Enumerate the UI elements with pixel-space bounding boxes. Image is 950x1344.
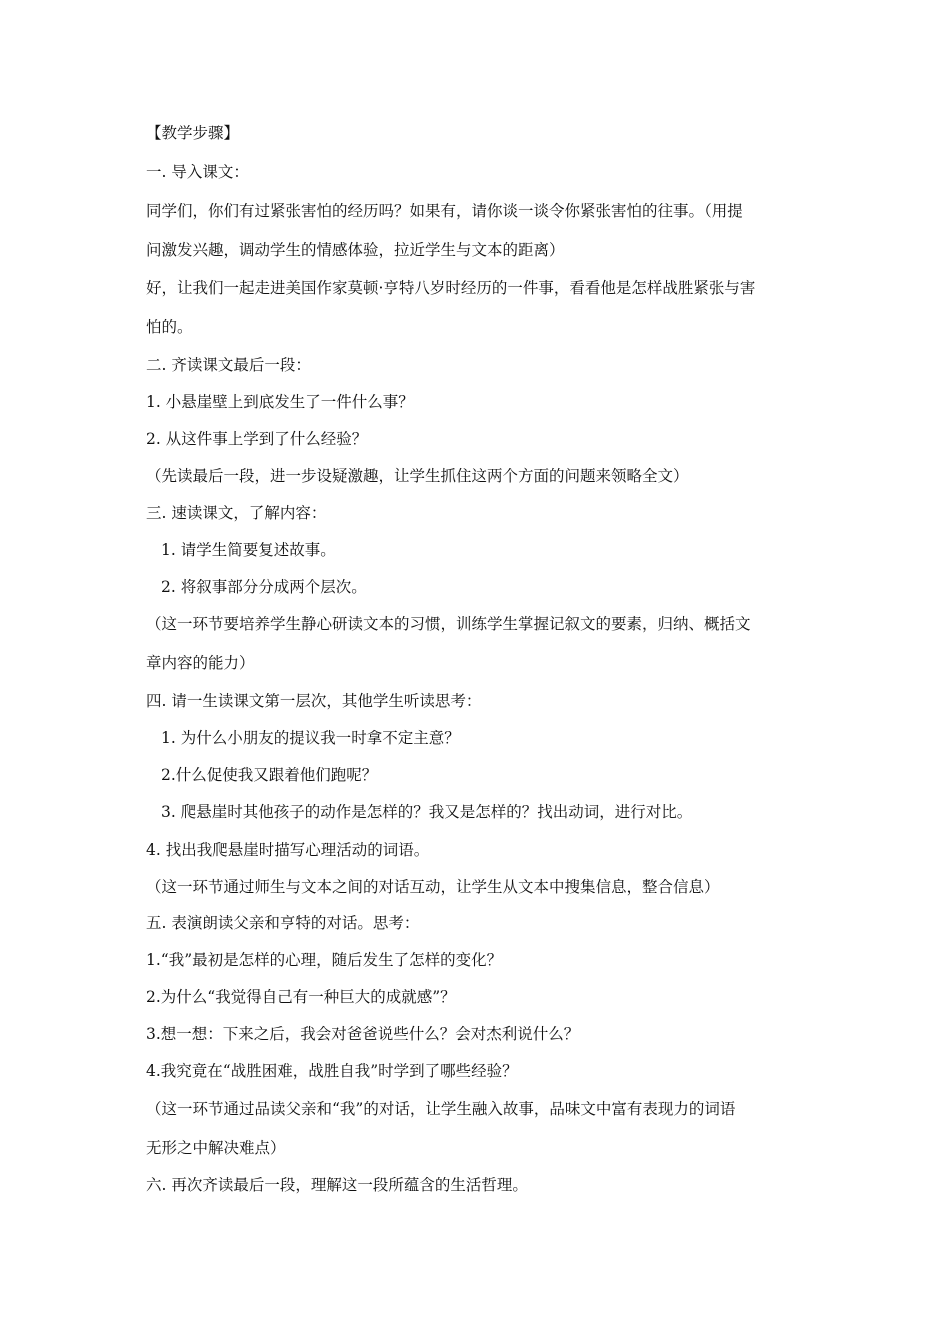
note-line: （这一环节要培养学生静心研读文本的习惯，训练学生掌握记叙文的要素，归纳、概括文 [146, 615, 751, 633]
list-item: 1.“我”最初是怎样的心理，随后发生了怎样的变化？ [146, 951, 503, 969]
list-item: 2.为什么“我觉得自己有一种巨大的成就感”？ [146, 988, 456, 1006]
list-item: 2. 将叙事部分分成两个层次。 [161, 578, 367, 596]
list-item: 2.什么促使我又跟着他们跑呢？ [161, 766, 378, 784]
step-heading-5: 五. 表演朗读父亲和亨特的对话。思考： [146, 914, 420, 932]
step-heading-1: 一. 导入课文： [146, 163, 249, 181]
paragraph-line: 怕的。 [146, 318, 193, 336]
list-item: 1. 为什么小朋友的提议我一时拿不定主意？ [161, 729, 460, 747]
paragraph-line: 问激发兴趣，调动学生的情感体验，拉近学生与文本的距离） [146, 241, 565, 259]
note-line: 无形之中解决难点） [146, 1139, 286, 1157]
list-item: 1. 请学生简要复述故事。 [161, 541, 336, 559]
list-item: 1. 小悬崖壁上到底发生了一件什么事？ [146, 393, 414, 411]
list-item: 3.想一想：下来之后，我会对爸爸说些什么？会对杰利说什么？ [146, 1025, 580, 1043]
note-line: （这一环节通过品读父亲和“我”的对话，让学生融入故事，品味文中富有表现力的词语 [146, 1100, 736, 1118]
step-heading-2: 二. 齐读课文最后一段： [146, 356, 311, 374]
step-heading-4: 四. 请一生读课文第一层次，其他学生听读思考： [146, 692, 482, 710]
step-heading-3: 三. 速读课文，了解内容： [146, 504, 327, 522]
note-line: （先读最后一段，进一步设疑激趣，让学生抓住这两个方面的问题来领略全文） [146, 467, 689, 485]
list-item: 4.我究竟在“战胜困难，战胜自我”时学到了哪些经验？ [146, 1062, 518, 1080]
note-line: （这一环节通过师生与文本之间的对话互动，让学生从文本中搜集信息，整合信息） [146, 878, 720, 896]
paragraph-line: 同学们，你们有过紧张害怕的经历吗？如果有，请你谈一谈令你紧张害怕的往事。（用提 [146, 202, 743, 220]
list-item: 4. 找出我爬悬崖时描写心理活动的词语。 [146, 841, 430, 859]
list-item: 3. 爬悬崖时其他孩子的动作是怎样的？我又是怎样的？找出动词，进行对比。 [161, 803, 693, 821]
note-line: 章内容的能力） [146, 654, 255, 672]
step-heading-6: 六. 再次齐读最后一段，理解这一段所蕴含的生活哲理。 [146, 1176, 528, 1194]
section-heading: 【教学步骤】 [146, 124, 240, 142]
paragraph-line: 好，让我们一起走进美国作家莫顿·亨特八岁时经历的一件事，看看他是怎样战胜紧张与害 [146, 279, 756, 297]
list-item: 2. 从这件事上学到了什么经验？ [146, 430, 368, 448]
